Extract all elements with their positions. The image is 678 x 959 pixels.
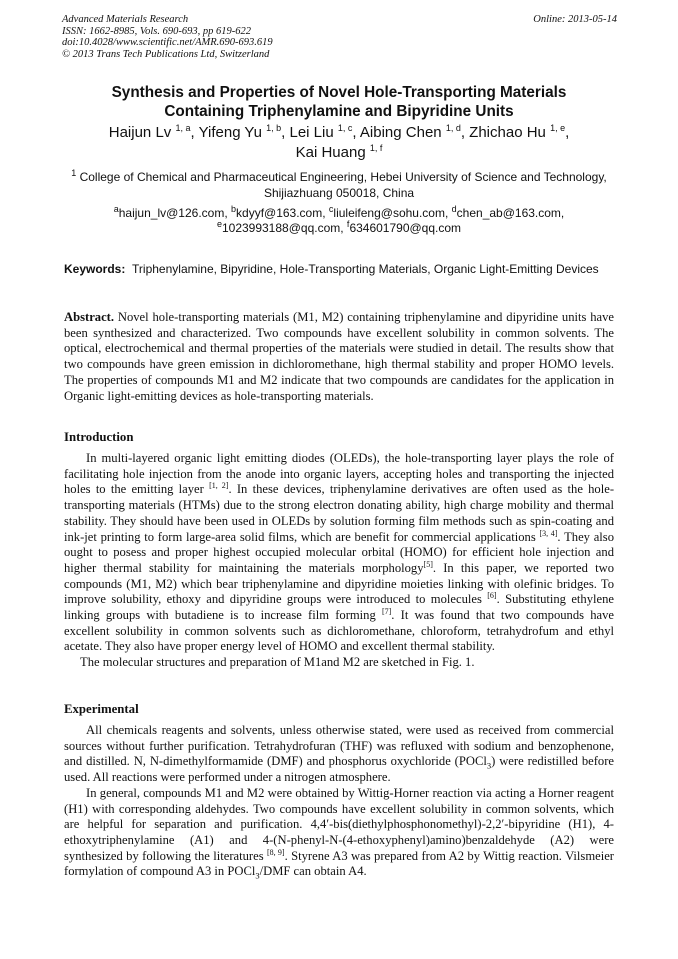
email: $^d$chen_ab@163.com, <box>451 204 565 220</box>
section-heading-experimental: Experimental <box>64 702 139 716</box>
citation: [7] <box>381 606 392 616</box>
author: Zhichao Hu $^{1, e}$, <box>469 123 570 141</box>
title-line-2: Containing Triphenylamine and Bipyridine Units <box>164 103 514 120</box>
paragraph: In general, compounds M1 and M2 were obtained by Wittig-Horner reaction via acting a Horner reagent (H1) with corresponding aldehydes. Two compounds have excellent solubility in common solvents, which are helpful for separation and purification. 4,4′-bis(diethylphosphonomethyl)-2,2′-bipyridine (H1), 4-ethoxytriphenylamine (A1) and 4-(N-phenyl-N-(4-ethoxyphenyl)amino)benzaldehyde (A2) were synthesized by following the literatures [8, 9]. Styrene A3 was prepared from A2 by Wittig reaction. Vilsmeier formylation of compound A3 in POCl$_3$/DMF can obtain A4. <box>64 785 615 881</box>
paragraph: In multi-layered organic light emitting diodes (OLEDs), the hole-transporting layer plays the role of facilitating hole injection from the anode into organic layers, accepting holes and transporting the injected holes to the emitting layer [1, 2]. In these devices, triphenylamine derivatives are often used as the hole-transporting materials (HTMs) due to the strong electron donating ability, high charge mobility and thermal stability. They should have been used in OLEDs by solution forming film methods such as spin-coating and ink-jet printing to form large-area solid films, which are benefit for commercial applications [3, 4]. They also ought to posess and proper highest occupied molecular orbital (HOMO) for efficient hole injection and higher thermal stability for maintaining the materials morphology[5]. In this paper, we reported two compounds (M1, M2) which bear triphenylamine and dipyridine moieties linking with olefinic bridges. To improve solubility, ethoxy and dipyridine groups were introduced to molecules [6]. Substituting ethylene linking groups with butadiene is to increase film forming [7]. It was found that two compounds have excellent solubility in common solvents such as dichloromethane, chloroform, tetrahydrofum and ethyl acetate. They also have proper energy level of HOMO and excellent thermal stability. <box>64 451 615 654</box>
email-list <box>60 206 618 236</box>
citation: [8, 9] <box>267 847 285 857</box>
email: $^f$634601790@qq.com <box>346 219 462 235</box>
paragraph: All chemicals reagents and solvents, unless otherwise stated, were used as received from commercial sources without further purification. Tetrahydrofuran (THF) was refluxed with sodium and benzophenone, and distilled. N, N-dimethylformamide (DMF) and phosphorus oxychloride (POCl$_3$) were redistilled before used. All reactions were performed under a nitrogen atmosphere. <box>64 723 614 785</box>
keywords-text: Triphenylamine, Bipyridine, Hole-Transporting Materials, Organic Light-Emitting Devices <box>132 262 599 276</box>
author-list <box>60 123 618 162</box>
introduction-body <box>64 451 614 671</box>
citation: [6] <box>487 591 497 601</box>
doi-line: doi:10.4028/www.scientific.net/AMR.690-693.619 <box>62 37 273 48</box>
citation: [3, 4] <box>539 528 558 538</box>
author: Yifeng Yu $^{1, b}$, <box>198 123 290 141</box>
author: Aibing Chen $^{1, d}$, <box>359 123 470 141</box>
journal-name: Advanced Materials Research <box>62 14 189 25</box>
affiliation: $^1$ College of Chemical and Pharmaceutical Engineering, Hebei University of Science and Technology, Shijiazhuang 050018, China <box>71 168 607 200</box>
email: $^a$haijun_lv@126.com, <box>113 204 231 220</box>
paragraph: The molecular structures and preparation of M1and M2 are sketched in Fig. 1. <box>80 655 475 670</box>
paper-title <box>60 83 618 121</box>
author: Lei Liu $^{1, c}$, <box>289 123 360 141</box>
author: Kai Huang $^{1, f}$ <box>295 142 383 161</box>
citation: [5] <box>423 559 433 569</box>
email: $^b$kdyyf@163.com, <box>231 204 329 220</box>
issn-line: ISSN: 1662-8985, Vols. 690-693, pp 619-622 <box>62 25 251 37</box>
running-header <box>62 14 617 60</box>
citation: [1, 2] <box>209 481 229 491</box>
experimental-body <box>64 723 614 880</box>
title-line-1: Synthesis and Properties of Novel Hole-Transporting Materials <box>111 84 567 101</box>
online-date: Online: 2013-05-14 <box>533 14 617 25</box>
author: Haijun Lv $^{1, a}$, <box>108 123 199 141</box>
email: $^c$liuleifeng@sohu.com, <box>328 204 452 220</box>
abstract-text: Novel hole-transporting materials (M1, M2) containing triphenylamine and dipyridine units have been synthesized and characterized. Two compounds have excellent solubility in common solvents. The optical, electrochemical and thermal properties of the materials were studied in detail. The results show that two compounds have green emission in dichloromethane, high thermal stability and proper HOMO levels. The properties of compounds M1 and M2 indicate that two compounds are candidates for the application in Organic light-emitting devices as hole-transporting materials. <box>64 310 614 403</box>
email: $^e$1023993188@qq.com, <box>216 219 347 235</box>
keywords-label: Keywords: <box>64 262 126 276</box>
section-heading-introduction: Introduction <box>64 430 134 444</box>
abstract <box>64 310 614 404</box>
keywords <box>64 262 614 277</box>
abstract-label: Abstract. <box>64 310 115 324</box>
copyright-line: © 2013 Trans Tech Publications Ltd, Switzerland <box>62 48 270 60</box>
